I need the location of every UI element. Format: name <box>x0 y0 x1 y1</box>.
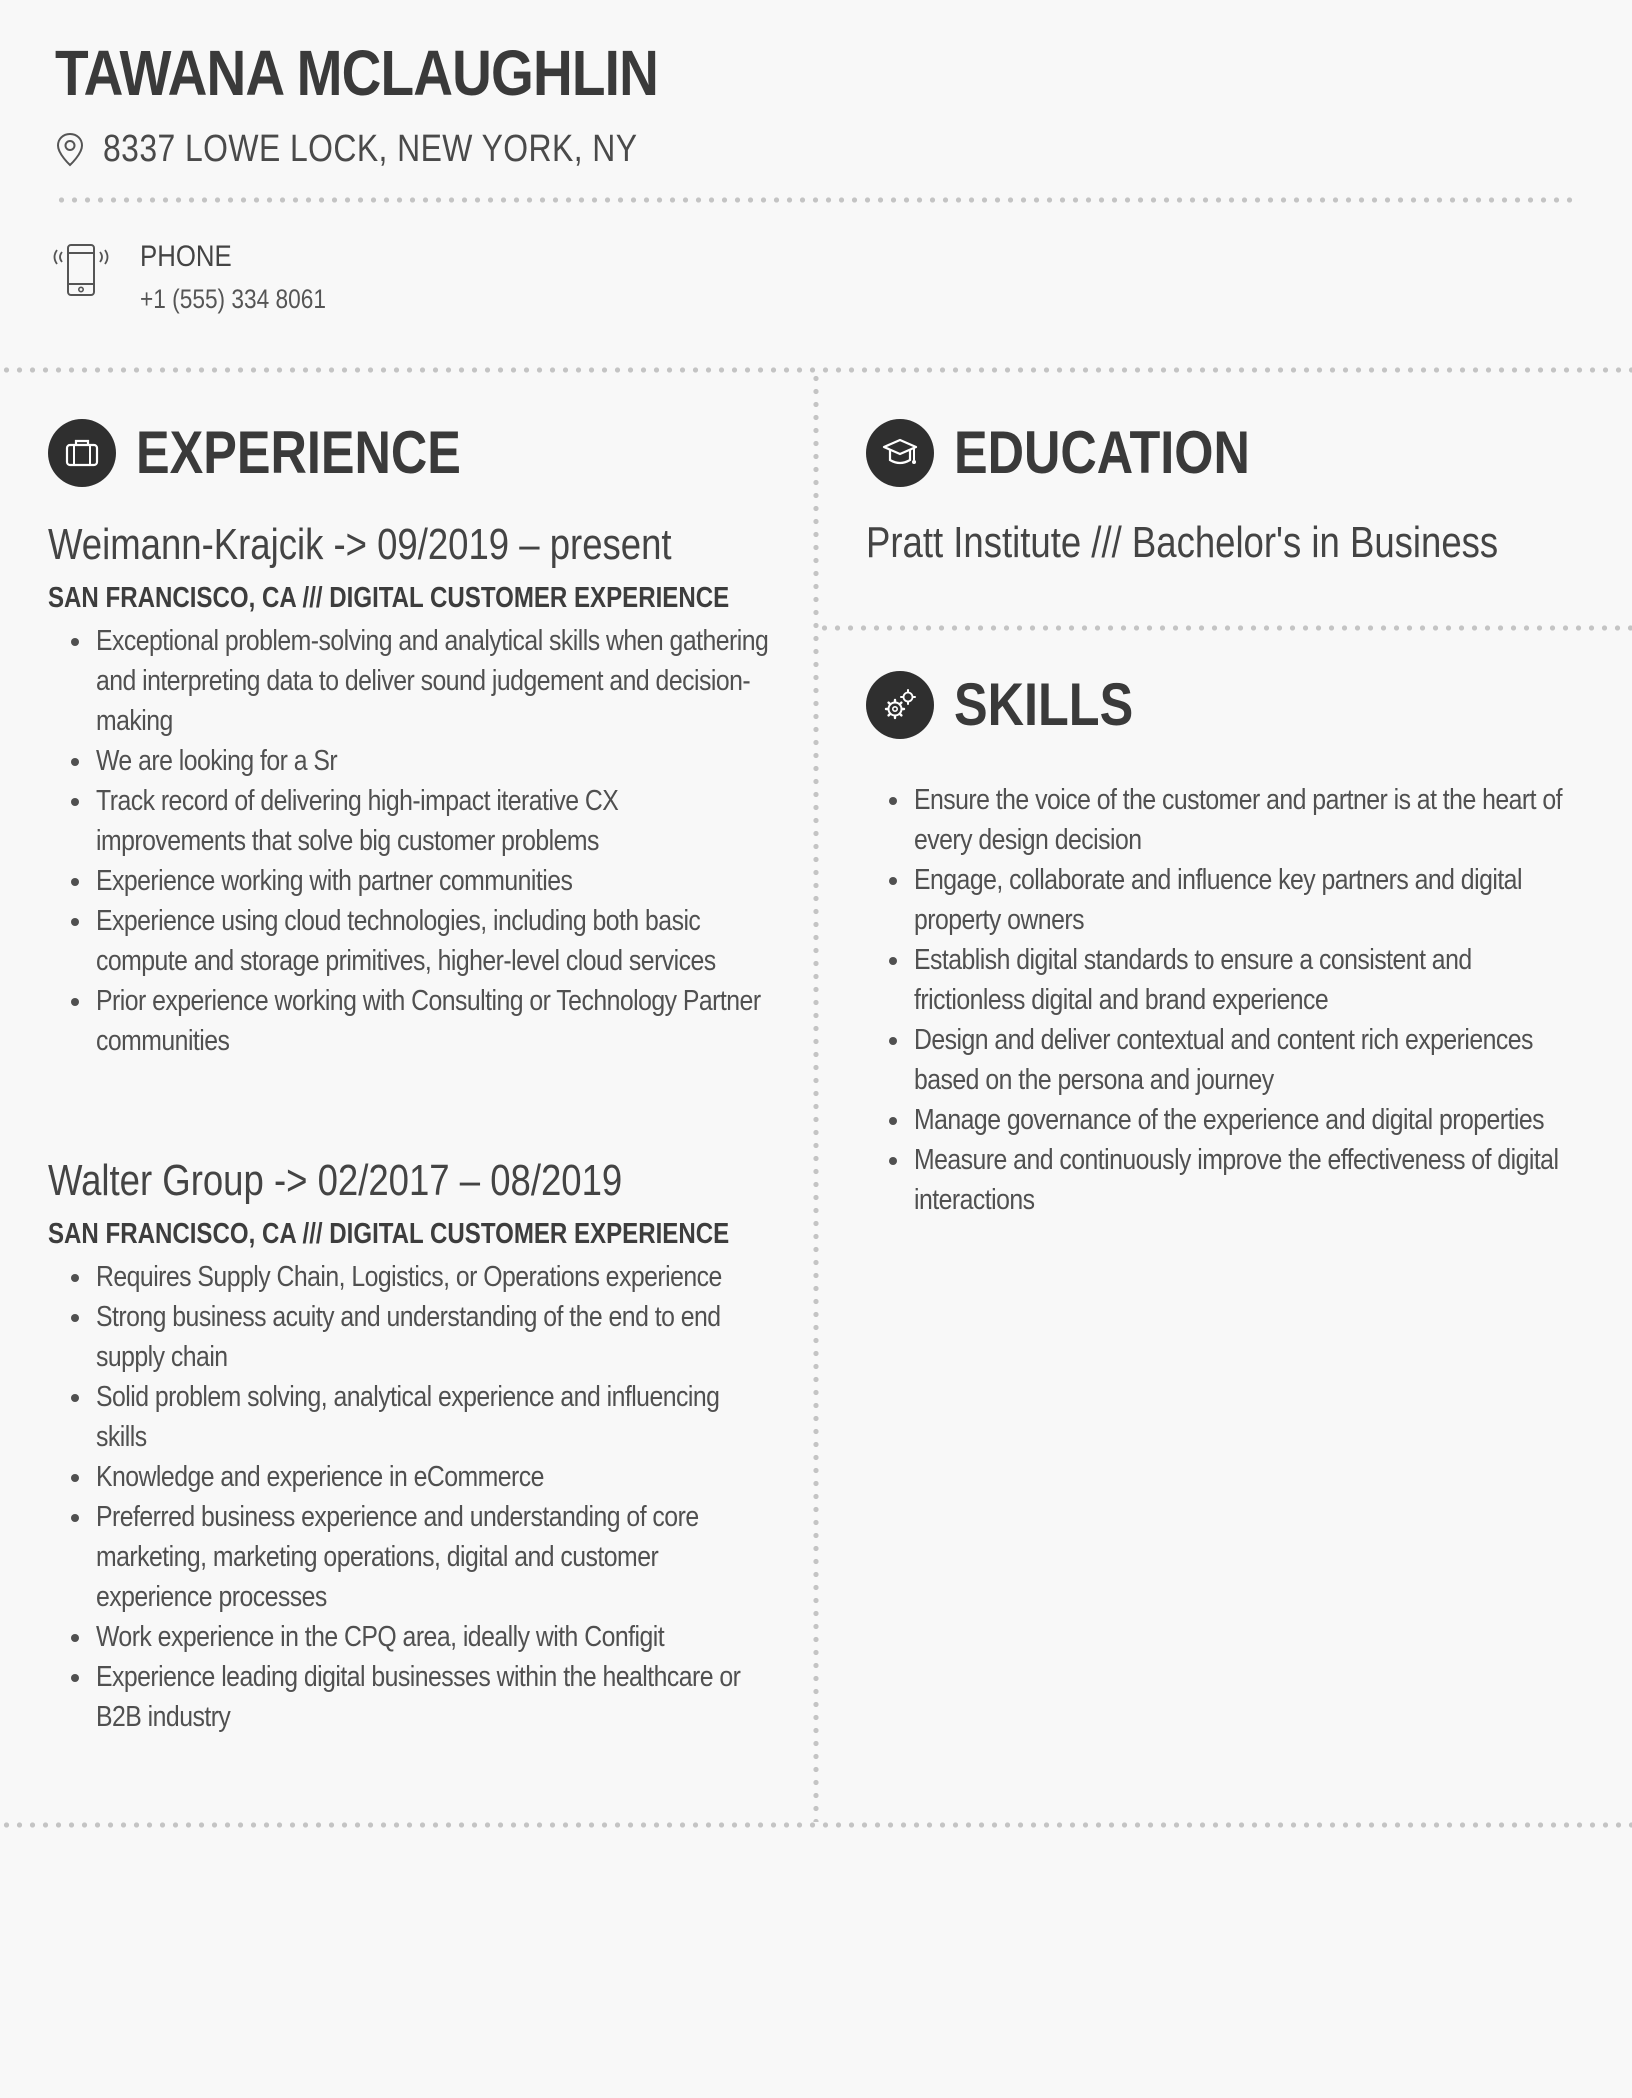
bullet-text: Work experience in the CPQ area, ideally with Configit <box>96 1621 665 1653</box>
bullet-text: Strong business acuity and understanding of the end to end supply chain <box>96 1301 721 1373</box>
bullet-text: Design and deliver contextual and content rich experiences based on the persona and journey <box>914 1024 1533 1096</box>
bullet-text: Track record of delivering high-impact iterative CX improvements that solve big customer problems <box>96 785 619 857</box>
list-item <box>48 1297 768 1377</box>
list-item <box>48 621 768 741</box>
bullet-text: Ensure the voice of the customer and partner is at the heart of every design decision <box>914 784 1562 856</box>
bullet-text: Experience working with partner communities <box>96 865 573 897</box>
skills-bullets <box>866 780 1586 1220</box>
list-item <box>866 1140 1586 1220</box>
list-item <box>48 1617 768 1657</box>
education-divider <box>818 625 1632 631</box>
job-heading: Weimann-Krajcik -> 09/2019 – present <box>48 520 672 569</box>
footer-divider <box>0 1822 1632 1828</box>
graduation-cap-icon <box>880 433 920 473</box>
gears-icon <box>880 685 920 725</box>
list-item <box>48 1457 768 1497</box>
bullet-text: Experience using cloud technologies, including both basic compute and storage primitives, higher-level cloud services <box>96 905 716 977</box>
list-item <box>48 981 768 1061</box>
experience-badge <box>48 419 116 487</box>
education-entry: Pratt Institute /// Bachelor's in Business <box>866 518 1499 567</box>
job-heading: Walter Group -> 02/2017 – 08/2019 <box>48 1156 623 1205</box>
list-item <box>866 940 1586 1020</box>
bullet-text: Experience leading digital businesses within the healthcare or B2B industry <box>96 1661 741 1733</box>
address-row <box>55 128 1595 171</box>
education-badge <box>866 419 934 487</box>
list-item <box>48 1497 768 1617</box>
experience-title: EXPERIENCE <box>136 419 461 486</box>
job-subheading: SAN FRANCISCO, CA /// DIGITAL CUSTOMER EXPERIENCE <box>48 1218 730 1250</box>
phone-number: +1 (555) 334 8061 <box>140 284 327 314</box>
bullet-text: Preferred business experience and understanding of core marketing, marketing operations, digital and customer experience processes <box>96 1501 699 1613</box>
list-item <box>48 861 768 901</box>
bullet-text: Establish digital standards to ensure a consistent and frictionless digital and brand experience <box>914 944 1472 1016</box>
list-item <box>48 1377 768 1457</box>
bullet-text: Requires Supply Chain, Logistics, or Operations experience <box>96 1261 722 1293</box>
job-subheading: SAN FRANCISCO, CA /// DIGITAL CUSTOMER EXPERIENCE <box>48 582 730 614</box>
candidate-name: TAWANA MCLAUGHLIN <box>55 37 658 109</box>
briefcase-icon <box>62 433 102 473</box>
list-item <box>866 1020 1586 1100</box>
bullet-text: Knowledge and experience in eCommerce <box>96 1461 544 1493</box>
bullet-text: Engage, collaborate and influence key partners and digital property owners <box>914 864 1522 936</box>
list-item <box>48 741 768 781</box>
list-item <box>866 1100 1586 1140</box>
skills-title: SKILLS <box>954 671 1134 738</box>
bullet-text: Solid problem solving, analytical experience and influencing skills <box>96 1381 720 1453</box>
list-item <box>866 860 1586 940</box>
skills-list <box>866 774 1586 1220</box>
job-entry <box>48 520 768 1061</box>
skills-header <box>866 670 1167 739</box>
skills-badge <box>866 671 934 739</box>
list-item <box>48 901 768 981</box>
bullet-text: Measure and continuously improve the effectiveness of digital interactions <box>914 1144 1559 1216</box>
list-item <box>48 1257 768 1297</box>
bullet-text: Exceptional problem-solving and analytical skills when gathering and interpreting data to deliver sound judgement and decision-making <box>96 625 769 737</box>
education-title: EDUCATION <box>954 419 1250 486</box>
list-item <box>48 781 768 861</box>
list-item <box>866 780 1586 860</box>
job-bullets <box>48 1257 768 1737</box>
bullet-text: Manage governance of the experience and digital properties <box>914 1104 1544 1136</box>
job-entry <box>48 1156 768 1737</box>
address-text: 8337 LOWE LOCK, NEW YORK, NY <box>103 128 638 170</box>
map-pin-icon <box>55 132 85 168</box>
bullet-text: We are looking for a Sr <box>96 745 338 777</box>
header-divider <box>55 197 1580 203</box>
contact-phone <box>52 240 361 315</box>
resume-header <box>55 36 1595 171</box>
contact-label: PHONE <box>140 240 232 273</box>
experience-header <box>48 418 523 487</box>
bullet-text: Prior experience working with Consulting or Technology Partner communities <box>96 985 761 1057</box>
education-header <box>866 418 1306 487</box>
list-item <box>48 1657 768 1737</box>
job-bullets <box>48 621 768 1061</box>
phone-icon <box>52 240 110 300</box>
contact-text <box>140 240 361 315</box>
